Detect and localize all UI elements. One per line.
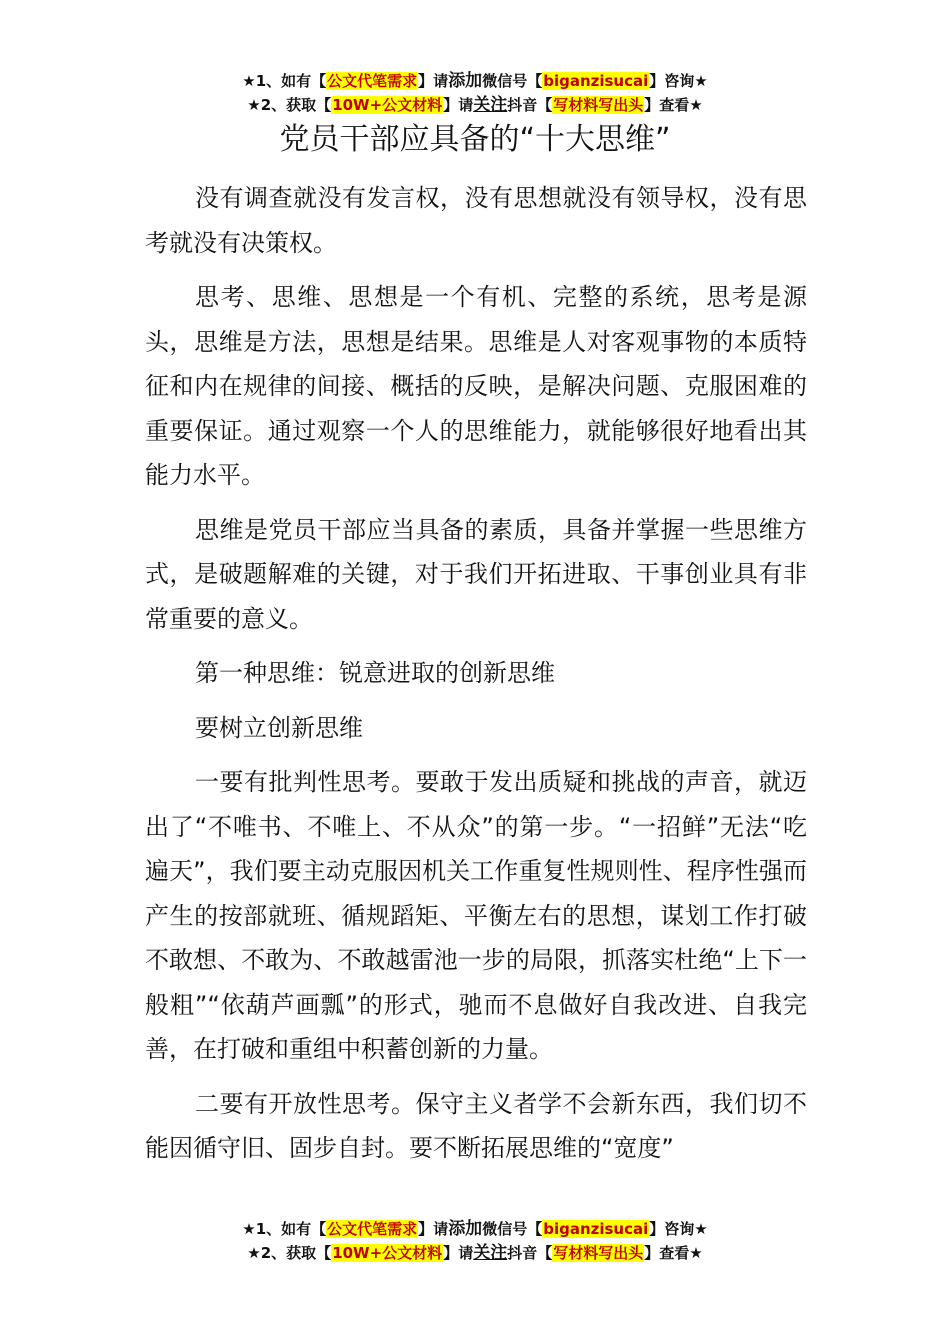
footer-ad-2-douyin-id: 写材料写出头 — [553, 1244, 644, 1262]
footer-ad-2-suffix: 】查看★ — [644, 1244, 703, 1262]
subsection-heading: 要树立创新思维 — [195, 713, 363, 742]
header-ad-2-emphasis: 关注 — [473, 95, 508, 115]
footer-ad-line-2 — [0, 1242, 950, 1264]
body-paragraph: 二要有开放性思考。保守主义者学不会新东西，我们切不能因循守旧、固步自封。要不断拓展思维的“宽度” — [145, 1089, 807, 1162]
header-ad-2-prefix: ★2、获取【 — [247, 96, 332, 114]
footer-ad-2-prefix: ★2、获取【 — [247, 1244, 332, 1262]
body-paragraph: 思维是党员干部应当具备的素质，具备并掌握一些思维方式，是破题解难的关键，对于我们开拓进取、干事创业具有非常重要的意义。 — [145, 515, 807, 633]
header-ad-2-materials-highlight: 10W+公文材料 — [332, 96, 443, 114]
footer-ad-2-mid: 】请 — [443, 1244, 474, 1262]
body-paragraph: 没有调查就没有发言权，没有思想就没有领导权，没有思考就没有决策权。 — [145, 184, 807, 257]
footer-ad-1-wechat-id: biganzisucai — [543, 1220, 649, 1238]
document-title: 党员干部应具备的“十大思维” — [279, 122, 671, 157]
footer-ad-1-service-highlight: 公文代笔需求 — [327, 1220, 418, 1238]
footer-ad-1-mid: 】请 — [418, 1220, 449, 1238]
header-ad-1-mid2: 微信号【 — [482, 72, 543, 90]
header-ad-line-1 — [0, 70, 950, 92]
header-ad-2-douyin-id: 写材料写出头 — [553, 96, 644, 114]
footer-ad-2-materials-highlight: 10W+公文材料 — [332, 1244, 443, 1262]
header-ad-1-emphasis: 添加 — [448, 71, 483, 91]
body-paragraph: 思考、思维、思想是一个有机、完整的系统，思考是源头，思维是方法，思想是结果。思维是人对客观事物的本质特征和内在规律的间接、概括的反映，是解决问题、克服困难的重要保证。通过观察一个人的思维能力，就能够很好地看出其能力水平。 — [145, 283, 807, 489]
footer-ad-2-emphasis: 关注 — [473, 1243, 508, 1263]
footer-ad-1-suffix: 】咨询★ — [649, 1220, 708, 1238]
section-heading: 第一种思维：锐意进取的创新思维 — [195, 659, 555, 687]
footer-ad-1-prefix: ★1、如有【 — [242, 1220, 327, 1238]
header-ad-2-suffix: 】查看★ — [644, 96, 703, 114]
footer-ad-2-mid2: 抖音【 — [507, 1244, 553, 1262]
header-ad-line-2 — [0, 94, 950, 116]
header-ad-1-prefix: ★1、如有【 — [242, 72, 327, 90]
header-ad-1-mid: 】请 — [418, 72, 449, 90]
header-ad-1-service-highlight: 公文代笔需求 — [327, 72, 418, 90]
footer-ad-1-emphasis: 添加 — [448, 1219, 483, 1239]
header-ad-1-wechat-id: biganzisucai — [543, 72, 649, 90]
footer-ad-line-1 — [0, 1218, 950, 1240]
header-ad-2-mid2: 抖音【 — [507, 96, 553, 114]
header-ad-2-mid: 】请 — [443, 96, 474, 114]
footer-ad-1-mid2: 微信号【 — [482, 1220, 543, 1238]
document-body — [145, 176, 807, 1171]
body-paragraph: 一要有批判性思考。要敢于发出质疑和挑战的声音，就迈出了“不唯书、不唯上、不从众”的第一步。“一招鲜”无法“吃遍天”，我们要主动克服因机关工作重复性规则性、程序性强而产生的按部就班、循规蹈矩、平衡左右的思想，谋划工作打破不敢想、不敢为、不敢越雷池一步的局限，抓落实杜绝“上下一般粗”“依葫芦画瓢”的形式，驰而不息做好自我改进、自我完善，在打破和重组中积蓄创新的力量。 — [145, 768, 807, 1063]
header-ad-1-suffix: 】咨询★ — [649, 72, 708, 90]
